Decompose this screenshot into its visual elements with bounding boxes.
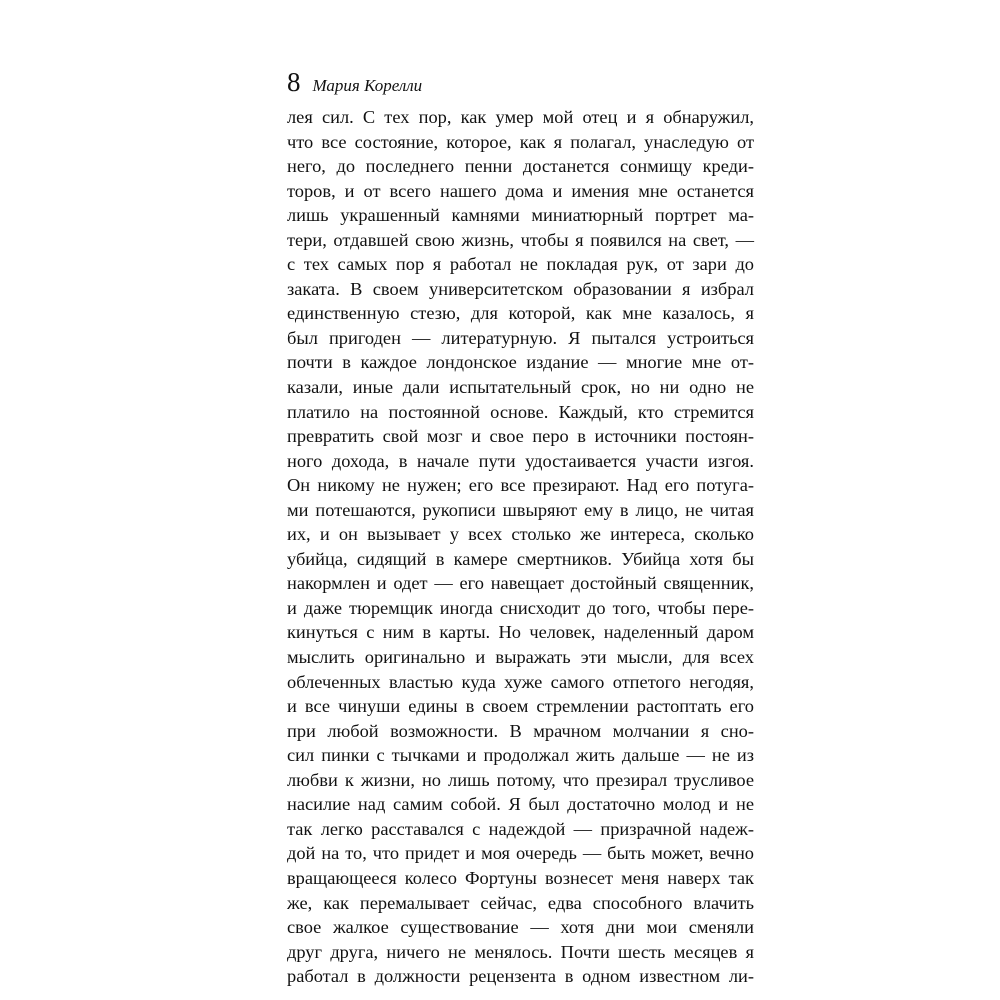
text-line: насилие над самим собой. Я был достаточно молод и не	[287, 794, 754, 815]
text-line: почти в каждое лондонское издание — многие мне от-	[287, 352, 754, 373]
text-line: единственную стезю, для которой, как мне казалось, я	[287, 303, 754, 324]
text-line: убийца, сидящий в камере смертников. Убийца хотя бы	[287, 548, 754, 569]
text-line: любви к жизни, но лишь потому, что презирал трусливое	[287, 769, 754, 790]
text-line: заката. В своем университетском образовании я избрал	[287, 278, 754, 299]
text-line: их, и он вызывает у всех столько же интереса, сколько	[287, 524, 754, 545]
text-line: ми потешаются, рукописи швыряют ему в лицо, не читая	[287, 499, 754, 520]
page-number: 8	[287, 67, 301, 97]
text-line: него, до последнего пенни достанется сонмищу креди-	[287, 156, 754, 177]
text-line: дой на то, что придет и моя очередь — быть может, вечно	[287, 843, 754, 864]
text-line: свое жалкое существование — хотя дни мои сменяли	[287, 917, 754, 938]
text-line: лея сил. С тех пор, как умер мой отец и я обнаружил,	[287, 107, 754, 127]
text-line: торов, и от всего нашего дома и имения мне останется	[287, 180, 754, 201]
text-line: мыслить оригинально и выражать эти мысли, для всех	[287, 647, 754, 668]
text-line: так легко расставался с надеждой — призрачной надеж-	[287, 818, 754, 839]
text-line: лишь украшенный камнями миниатюрный портрет ма-	[287, 205, 754, 226]
text-line: сил пинки с тычками и продолжал жить дальше — не из	[287, 745, 754, 766]
text-line: накормлен и одет — его навещает достойный священник,	[287, 573, 754, 594]
text-line: что все состояние, которое, как я полагал, унаследую от	[287, 131, 754, 152]
body-text	[287, 105, 754, 989]
text-line: ного дохода, в начале пути удостаивается участи изгоя.	[287, 450, 754, 471]
text-line: был пригоден — литературную. Я пытался устроиться	[287, 327, 754, 348]
text-line: Он никому не нужен; его все презирают. Над его потуга-	[287, 475, 754, 496]
text-line: вращающееся колесо Фортуны вознесет меня наверх так	[287, 867, 754, 888]
text-line: и даже тюремщик иногда снисходит до того, чтобы пере-	[287, 597, 754, 618]
text-line: и все чинуши едины в своем стремлении растоптать его	[287, 696, 754, 717]
text-line: облеченных властью куда хуже самого отпетого негодяя,	[287, 671, 754, 692]
text-line: тери, отдавшей свою жизнь, чтобы я появился на свет, —	[287, 229, 754, 250]
text-line: платило на постоянной основе. Каждый, кто стремится	[287, 401, 754, 422]
running-head	[287, 66, 422, 98]
text-line: кинуться с ним в карты. Но человек, наделенный даром	[287, 622, 754, 643]
text-line: с тех самых пор я работал не покладая рук, от зари до	[287, 254, 754, 275]
text-line: друг друга, ничего не менялось. Почти шесть месяцев я	[287, 941, 754, 962]
text-line: превратить свой мозг и свое перо в источники постоян-	[287, 426, 754, 447]
text-line: казали, иные дали испытательный срок, но ни одно не	[287, 377, 754, 398]
text-line: работал в должности рецензента в одном известном ли-	[287, 966, 754, 987]
text-line: при любой возможности. В мрачном молчании я сно-	[287, 720, 754, 741]
running-title: Мария Корелли	[312, 76, 423, 95]
text-line: же, как перемалывает сейчас, едва способного влачить	[287, 892, 754, 913]
